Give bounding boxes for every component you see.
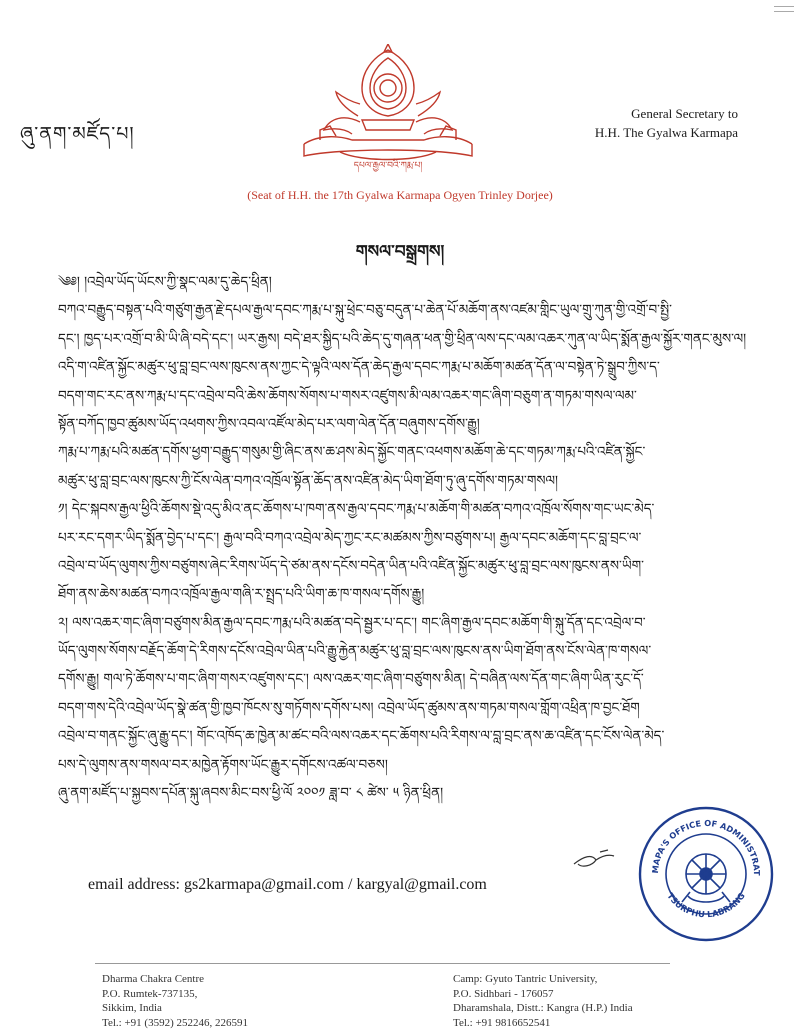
secretary-title-line2: H.H. The Gyalwa Karmapa [594,125,738,140]
footer-right-line: P.O. Sidhbari - 176057 [453,987,554,1000]
email-primary[interactable]: email address: gs2karmapa@gmail.com [88,876,344,893]
letter-line: ཀརྨ་པ་ཀརྨ་པའི་མཚན་དགོས་ཕྱག་བརྒྱུད་གསུམ་གྱི་ཞིང་ནས་ཆ་ཤས་མེད་སྐྱོང་གནང་འཕགས་མཆོག་ཆེ་དང་གཏམ་ཀརྨ་པའི་འཛིན་སྐྱོང་ [58,444,646,461]
corner-mark [774,6,794,12]
dharma-wheel-icon [682,854,730,902]
footer-address-left [102,972,248,1030]
emblem-icon [300,44,476,174]
email-secondary[interactable]: kargyal@gmail.com [356,876,487,893]
letter-body [58,268,770,807]
letter-line: པར་རང་དགར་ཡིད་སྨོན་བྱེད་པ་དང་། རྒྱལ་བའི་བཀའ་འབྲེལ་མེད་ཀྱང་རང་མཚམས་ཀྱིས་བཙུགས་པ། རྒྱལ་དབང་མཆོག་དང་བླ་བྲང་ལ་ [58,529,642,546]
footer-left-line: Dharma Chakra Centre [102,973,205,985]
letter-line: འདི་ག་འཛིན་སྐྱོང་མཚུར་ཕུ་བླ་བྲང་ལས་ཁུངས་ནས་ཀྱང་དེ་ལྟའི་ལས་དོན་ཆེད་རྒྱལ་དབང་ཀརྨ་པ་མཆོག་མཚན་དོན་ལ་བསྟེན་ཏེ་སྒྲུབ་ཀྱིས་ད་ [58,359,660,376]
letter-line: དགོས་རྒྱུ། གལ་ཏེ་ཆོགས་པ་གང་ཞིག་གསར་འཛུགས་དང་། ལས་འཆར་གང་ཞིག་བཙུགས་མིན། དེ་བཞིན་ལས་དོན་གང་ཞིག་ཡིན་རུང་དོ་ [58,671,644,688]
karmapa-emblem [300,44,476,174]
seat-line: (Seat of H.H. the 17th Gyalwa Karmapa Ogyen Trinley Dorjee) [247,188,553,202]
footer-divider [95,963,670,964]
footer-left-line: Sikkim, India [102,1002,162,1014]
secretary-title [578,104,738,142]
footer-left-phone: Tel.: +91 (3592) 252246, 226591 [102,1016,248,1029]
email-separator: / [344,876,357,893]
letter-line: འབྲེལ་བ་ཡོད་ལུགས་ཀྱིས་བཙུགས་ཞེང་རིགས་ཡོད་དེ་ཙམ་ནས་དངོས་བདེན་ཡིན་པའི་འཛིན་སྐྱོང་མཚུར་ཕུ་བླ་བྲང་ལས་ཁུངས་ནས་ཡིག་ [58,557,644,574]
letter-line: སྟོན་བཀོད་ཁྱབ་ཚུམས་ཡོད་འཕགས་ཀྱིས་འབལ་འཛོལ་མེད་པར་ལག་ལེན་དོན་བཞུགས་དགོས་རྒྱུ། [58,415,480,432]
emblem-caption: དཔལ་རྒྱལ་བའི་ཀརྨ་པ། [353,161,423,171]
letter-line: ཡོད་ལུགས་སོགས་བརྗོད་ཆོག་དེ་རིགས་དངོས་འབྲེལ་ཡིན་པའི་རྒྱུ་རྐྱེན་མཚུར་ཕུ་བླ་བྲང་ལས་ཁུངས་ནས་ཡིག་ཐོག་ནས་ངོས་ལེན་ཁ་གསལ་ [58,643,652,660]
letter-line: ༄༅། །འབྲེལ་ཡོད་ཡོངས་ཀྱི་སྣང་ལམ་དུ་ཆེད་ཕྲིན། [58,274,272,290]
letter-line: མཚུར་ཕུ་བླ་བྲང་ལས་ཁུངས་ཀྱི་ངོས་ལེན་བཀའ་འཁྲོལ་སྟོན་ཆོད་ནས་འཛིན་མེད་ཡིག་ཐོག་ཏུ་ཞུ་དགོས་གཏམ་གསལ། [58,472,558,489]
letter-line: བཀའ་བརྒྱུད་བསྟན་པའི་གཙུག་རྒྱན་རྗེ་དཔལ་རྒྱལ་དབང་ཀརྨ་པ་སྐུ་ཕྲེང་བཅུ་བདུན་པ་ཆེན་པོ་མཆོག་ནས་འཛམ་གླིང་ཡུལ་གྲུ་ཀུན་གྱི་འགྲོ་བ་སྤྱི་ [58,302,672,319]
footer-right-phone: Tel.: +91 9816652541 [453,1016,551,1029]
letter-line: ཐོག་ནས་ཆེས་མཚན་བཀའ་འཁྲོལ་རྒྱལ་གཞི་ར་སྤྲད་པའི་ཡིག་ཆ་ཁ་གསལ་དགོས་རྒྱུ། [58,586,425,603]
letter-line: དང་། ཁྱད་པར་འགྲོ་བ་མི་ཡི་ཞི་བདེ་དང་། ཡར་རྒྱས། བདེ་ཐར་སྐྱིད་པའི་ཆེད་དུ་གཞན་ཕན་གྱི་ཕྲིན་ལས་དང་ལམ་འཆར་ཀུན་ལ་ཡིད་སྨོན་རྒྱལ་སྐྱོར་གནང་མུས་ལ། [58,330,747,347]
secretary-title-line1: General Secretary to [631,106,738,121]
stamp-text-bottom: TSURPHU LABRANG [665,890,747,920]
footer-right-line: Dharamshala, Distt.: Kangra (H.P.) India [453,1002,633,1014]
letter-line: བདག་གས་དེའི་འབྲེལ་ཡོད་སྣེ་ཚན་གྱི་ཁྱབ་ཁོངས་སུ་གཏོགས་དགོས་པས། འབྲེལ་ཡོད་ཚུམས་ནས་གཏམ་གསལ་གློག་འཕྲིན་ཁ་བྱང་ཐོག [58,699,640,716]
letter-line: ཞུ་ནག་མཛོད་པ་སྐྱབས་དཔོན་སྐུ་ཞབས་མིང་བས་ཕྱི་ལོ ༢༠༠༡ ཟླ་བ་ ༨ ཚེས་ ༥ ཉིན་ཕྲིན། [58,785,444,802]
email-line [88,876,487,894]
footer-left-line: P.O. Rumtek-737135, [102,987,198,1000]
stamp-text-top: MAPA'S OFFICE OF ADMINISTRAT [649,817,763,876]
letter-line: འབྲེལ་བ་གནང་སྐྱོང་ཞུ་རྒྱུ་དང་། གོང་འཁོད་ཆ་ཁྱེན་མ་ཚང་བའི་ལས་འཆར་དང་ཆོགས་པའི་རིགས་ལ་བླ་བྲང་ནས་ཆ་འཛིན་དང་ངོས་ལེན་མེད་ [58,728,665,745]
footer-right-line: Camp: Gyuto Tantric University, [453,973,598,985]
letter-line: པས་དེ་ལུགས་ནས་གསལ་བར་མཁྱེན་རྟོགས་ཡོང་རྒྱུར་དགོངས་འཚལ་བཅས། [58,756,388,773]
footer-address-right [453,972,633,1030]
signature [570,830,620,880]
letter-line: ༡། དེང་སྐབས་རྒྱལ་ཕྱིའི་ཆོགས་སྡེ་འདུ་མིའ་ནང་ཆོགས་པ་ཁག་ནས་རྒྱལ་དབང་ཀརྨ་པ་མཆོག་གི་མཚན་བཀའ་འཁྲོལ་སོགས་གང་ཡང་མེད་ [58,501,655,518]
office-stamp [638,806,774,942]
reference-number: ཞུ་ནག་མཛོད་པ། [20,123,135,145]
letter-line: བདག་གང་རང་ནས་ཀརྨ་པ་དང་འབྲེལ་བའི་ཆེས་ཆོགས་སོགས་པ་གསར་འཛུགས་མི་ལམ་འཆར་གང་ཞིག་བཅུག་ན་གཏམ་གསལ་ལམ་ [58,387,637,404]
letter-line: ༢། ལས་འཆར་གང་ཞིག་བཙུགས་མིན་རྒྱལ་དབང་ཀརྨ་པའི་མཚན་བདེ་སྦྱར་པ་དང་། གང་ཞིག་རྒྱལ་དབང་མཆོག་གི་སྐུ་དོན་དང་འབྲེལ་བ་ [58,614,646,631]
notice-title: གསལ་བསྒྲགས། [355,242,445,262]
